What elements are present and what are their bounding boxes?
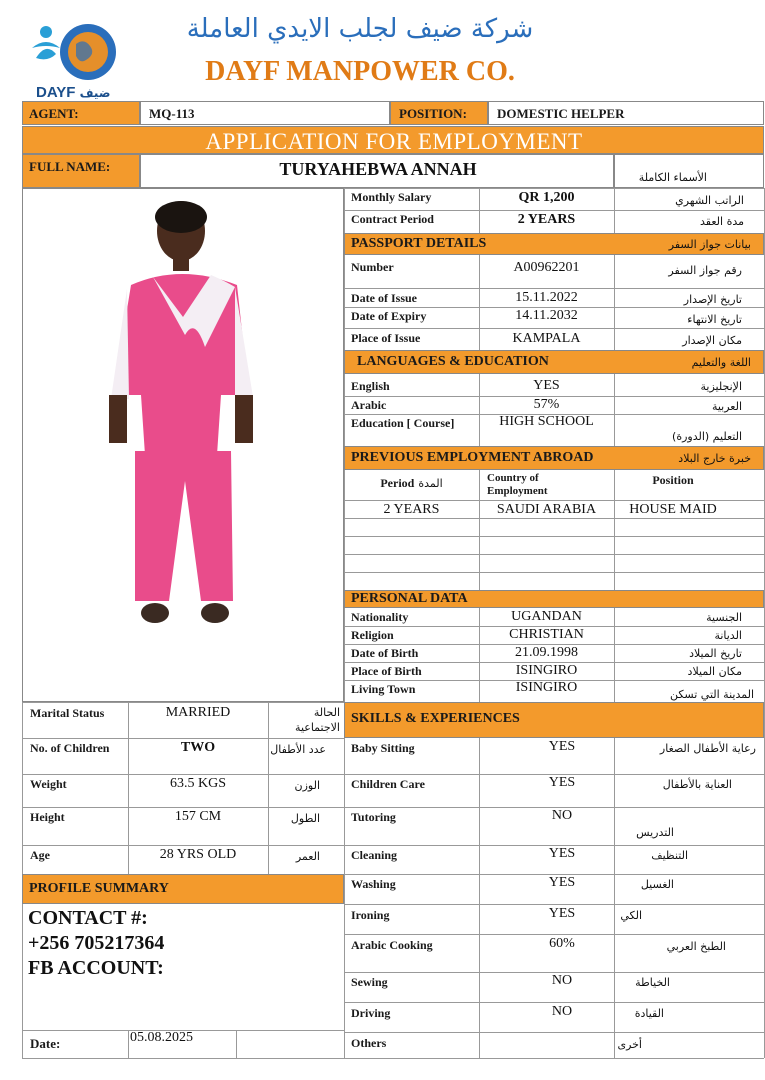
religion-value: CHRISTIAN: [509, 627, 584, 642]
skill-ironing-value: YES: [548, 906, 576, 921]
height-value: 157 CM: [174, 809, 222, 824]
issue-place-value: KAMPALA: [512, 331, 581, 346]
salary-value: QR 1,200: [518, 190, 575, 205]
position-label: POSITION:: [399, 106, 467, 121]
contract-value: 2 YEARS: [517, 212, 576, 227]
contact-phone: +256 705217364: [28, 932, 165, 954]
profile-contact: [28, 906, 342, 981]
arabic-arabic: العربية: [711, 400, 742, 413]
skill-washing-value: YES: [548, 875, 576, 890]
dob-value: 21.09.1998: [515, 645, 578, 660]
full-name-value: TURYAHEBWA ANNAH: [279, 159, 477, 179]
dob-arabic: تاريخ الميلاد: [689, 647, 742, 660]
skill-children-care-value: YES: [548, 775, 576, 790]
skill-arabic-cooking-label: Arabic Cooking: [351, 938, 433, 952]
position-value: DOMESTIC HELPER: [497, 106, 625, 121]
age-label: Age: [30, 848, 50, 862]
arabic-label: Arabic: [351, 398, 387, 412]
fb-account-label: FB ACCOUNT:: [28, 957, 164, 979]
age-value: 28 YRS OLD: [159, 847, 237, 862]
arabic-value: 57%: [533, 397, 560, 412]
company-name-english: DAYF MANPOWER CO.: [205, 56, 515, 87]
contract-arabic: مدة العقد: [700, 215, 744, 228]
english-label: English: [351, 379, 390, 393]
weight-value: 63.5 KGS: [169, 776, 226, 791]
education-label: Education [ Course]: [351, 416, 455, 430]
logo-arabic: ضيف: [79, 86, 111, 100]
education-arabic: التعليم (الدورة): [672, 430, 742, 443]
agent-value: MQ-113: [149, 106, 195, 121]
profile-summary-header: [22, 874, 344, 904]
english-value: YES: [533, 378, 560, 393]
marital-status-value: MARRIED: [165, 705, 231, 720]
skill-tutoring-arabic: التدريس: [636, 826, 674, 839]
issue-date-arabic: تاريخ الإصدار: [683, 293, 742, 306]
passport-header: [344, 233, 764, 255]
skill-cleaning-arabic: التنظيف: [651, 849, 688, 862]
height-label: Height: [30, 810, 65, 824]
period-header: [344, 474, 479, 492]
employment-header: [344, 446, 764, 470]
weight-arabic: الوزن: [294, 779, 320, 792]
living-town-arabic: المدينة التي تسكن: [669, 688, 754, 701]
agent-label-cell: [22, 101, 140, 125]
period-label: Period: [380, 476, 415, 490]
date-value: 05.08.2025: [130, 1030, 193, 1045]
period-arabic: المدة: [418, 477, 443, 490]
issue-place-label: Place of Issue: [351, 331, 421, 345]
salary-label: Monthly Salary: [351, 190, 432, 204]
english-arabic: الإنجليزية: [700, 380, 742, 393]
country-header: Country of Employment: [487, 472, 548, 497]
children-arabic: عدد الأطفال: [270, 743, 326, 756]
pob-arabic: مكان الميلاد: [687, 665, 742, 678]
languages-title-arabic: اللغة والتعليم: [691, 356, 751, 369]
position-header: Position: [652, 473, 694, 487]
logo-text: DAYF: [36, 84, 76, 101]
contract-label: Contract Period: [351, 212, 434, 226]
religion-label: Religion: [351, 628, 394, 642]
issue-place-arabic: مكان الإصدار: [682, 334, 742, 347]
skill-arabic-cooking-value: 60%: [549, 936, 575, 951]
skill-washing-arabic: الغسيل: [640, 878, 674, 891]
skill-tutoring-label: Tutoring: [351, 810, 396, 824]
full-name-arabic: الأسماء الكاملة: [638, 171, 707, 184]
issue-date-value: 15.11.2022: [515, 290, 578, 305]
skill-sewing-value: NO: [551, 973, 573, 988]
nationality-value: UGANDAN: [511, 609, 582, 624]
date-label: Date:: [30, 1036, 61, 1051]
skill-washing-label: Washing: [351, 877, 396, 891]
marital-status-label: Marital Status: [30, 706, 105, 720]
skill-sewing-label: Sewing: [351, 975, 388, 989]
passport-number-arabic: رقم جواز السفر: [668, 264, 742, 277]
employment-title: PREVIOUS EMPLOYMENT ABROAD: [351, 450, 594, 465]
height-arabic: الطول: [290, 812, 320, 825]
passport-number-label: Number: [351, 260, 394, 274]
full-name-label: FULL NAME:: [29, 159, 111, 174]
skill-baby-sitting-label: Baby Sitting: [351, 741, 415, 755]
skill-driving-value: NO: [551, 1004, 573, 1019]
expiry-date-arabic: تاريخ الانتهاء: [687, 313, 742, 326]
company-logo: [22, 8, 122, 102]
employment-title-arabic: خبرة خارج البلاد: [678, 452, 751, 465]
photo-frame: [22, 188, 344, 702]
logo-graphic: [22, 8, 122, 88]
nationality-arabic: الجنسية: [706, 611, 742, 624]
skill-baby-sitting-value: YES: [548, 739, 576, 754]
personal-title: PERSONAL DATA: [351, 591, 468, 606]
profile-summary-title: PROFILE SUMMARY: [29, 881, 169, 896]
skill-children-care-label: Children Care: [351, 777, 425, 791]
agent-value-cell: [140, 101, 390, 125]
skill-children-care-arabic: العناية بالأطفال: [662, 778, 732, 791]
passport-title: PASSPORT DETAILS: [351, 236, 487, 251]
skill-cleaning-label: Cleaning: [351, 848, 398, 862]
issue-date-label: Date of Issue: [351, 291, 417, 305]
weight-label: Weight: [30, 777, 67, 791]
marital-status-arabic: الحالة الاجتماعية: [295, 706, 340, 734]
skill-driving-arabic: القيادة: [634, 1007, 664, 1020]
skill-baby-sitting-arabic: رعاية الأطفال الصغار: [659, 742, 756, 755]
skill-ironing-arabic: الكي: [620, 909, 642, 922]
skill-others-arabic: أخرى: [617, 1038, 642, 1051]
application-title-bar: [22, 126, 764, 154]
nationality-label: Nationality: [351, 610, 409, 624]
pob-value: ISINGIRO: [515, 663, 578, 678]
agent-label: AGENT:: [29, 106, 79, 121]
full-name-value-cell: [140, 154, 614, 188]
languages-header: [344, 350, 764, 374]
employment-period-value: 2 YEARS: [383, 502, 440, 517]
education-value: HIGH SCHOOL: [499, 414, 594, 429]
passport-title-arabic: بيانات جواز السفر: [668, 238, 751, 251]
children-label: No. of Children: [30, 741, 110, 755]
languages-title: LANGUAGES & EDUCATION: [357, 354, 549, 369]
position-value-cell: [488, 101, 764, 125]
children-value: TWO: [180, 740, 216, 755]
employment-position-value: HOUSE MAID: [629, 502, 717, 517]
passport-number-value: A00962201: [513, 260, 580, 275]
full-name-arabic-cell: [614, 154, 764, 188]
contact-label: CONTACT #:: [28, 907, 148, 929]
living-town-label: Living Town: [351, 682, 416, 696]
age-arabic: العمر: [295, 850, 320, 863]
religion-arabic: الديانة: [714, 629, 742, 642]
company-name-arabic: شركة ضيف لجلب الايدي العاملة: [186, 14, 534, 44]
living-town-value: ISINGIRO: [515, 680, 578, 695]
skills-title: SKILLS & EXPERIENCES: [351, 711, 520, 726]
employment-country-value: SAUDI ARABIA: [496, 502, 597, 517]
pob-label: Place of Birth: [351, 664, 422, 678]
skill-ironing-label: Ironing: [351, 908, 390, 922]
expiry-date-label: Date of Expiry: [351, 309, 427, 323]
skills-header: [344, 702, 764, 738]
skill-driving-label: Driving: [351, 1006, 391, 1020]
salary-arabic: الراتب الشهري: [675, 194, 744, 207]
position-label-cell: [390, 101, 488, 125]
application-title: APPLICATION FOR EMPLOYMENT: [205, 129, 583, 154]
expiry-date-value: 14.11.2032: [515, 308, 578, 323]
skill-others-label: Others: [351, 1036, 387, 1050]
applicant-photo: [23, 189, 343, 701]
personal-header: [344, 590, 764, 608]
dob-label: Date of Birth: [351, 646, 419, 660]
skill-cleaning-value: YES: [548, 846, 576, 861]
skill-tutoring-value: NO: [551, 808, 573, 823]
skill-sewing-arabic: الخياطة: [635, 976, 670, 989]
full-name-label-cell: [22, 154, 140, 188]
skill-arabic-cooking-arabic: الطبخ العربي: [666, 940, 726, 953]
